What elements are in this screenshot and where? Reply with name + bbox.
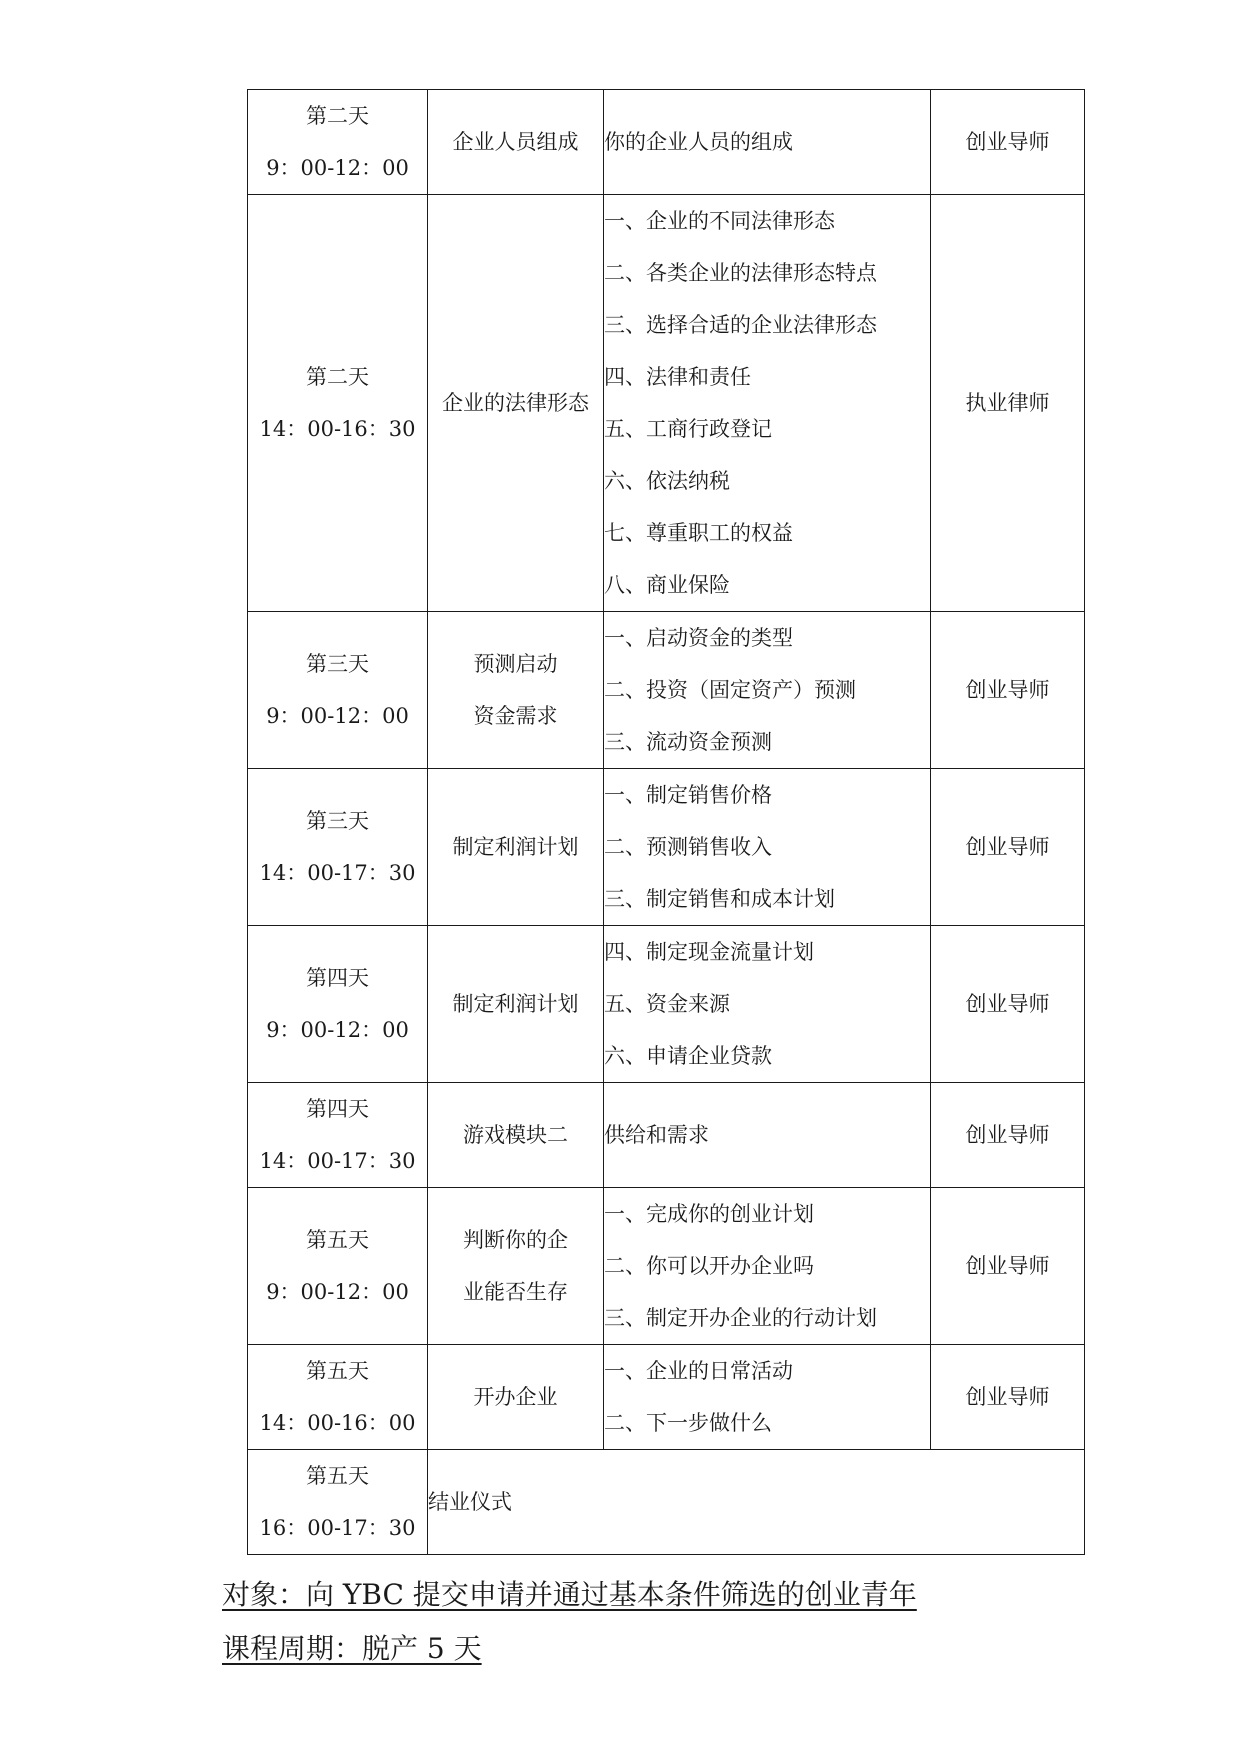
table-row: [248, 1188, 1085, 1345]
session-content-line: 你的企业人员的组成: [604, 130, 793, 154]
session-content-line: 三、制定销售和成本计划: [604, 887, 835, 911]
session-time: [248, 1188, 428, 1345]
session-topic: [428, 1345, 604, 1450]
session-content-line: 二、各类企业的法律形态特点: [604, 261, 877, 285]
session-content-line: 五、资金来源: [604, 992, 730, 1016]
table-row: [248, 90, 1085, 195]
session-time: [248, 195, 428, 612]
session-content-line: 五、工商行政登记: [604, 417, 772, 441]
session-time: [248, 1345, 428, 1450]
session-content-line: 供给和需求: [604, 1123, 709, 1147]
session-content: [604, 1345, 931, 1450]
table-row: [248, 1083, 1085, 1188]
closing-row: [248, 1450, 1085, 1555]
table-row: [248, 612, 1085, 769]
session-teacher: 创业导师: [931, 926, 1085, 1083]
session-content: [604, 1083, 931, 1188]
session-content: [604, 926, 931, 1083]
session-teacher: 创业导师: [931, 90, 1085, 195]
session-time: [248, 1450, 428, 1555]
session-content-line: 六、申请企业贷款: [604, 1044, 772, 1068]
session-content-line: 四、法律和责任: [604, 365, 751, 389]
session-content-line: 一、企业的不同法律形态: [604, 209, 835, 233]
session-topic-line: 企业的法律形态: [442, 391, 589, 415]
session-topic-line: 判断你的企: [463, 1228, 568, 1252]
session-topic-line: 资金需求: [473, 704, 558, 728]
session-content: [604, 195, 931, 612]
session-time-line: 第五天: [306, 1464, 369, 1488]
course-duration: 课程周期：脱产 5 天: [222, 1632, 482, 1665]
session-teacher: 创业导师: [931, 612, 1085, 769]
session-time-line: 第二天: [306, 365, 369, 389]
session-content-line: 一、企业的日常活动: [604, 1359, 793, 1383]
session-time-line: 16：00-17：30: [259, 1516, 416, 1540]
session-time: [248, 612, 428, 769]
session-time-line: 9：00-12：00: [266, 156, 409, 180]
session-time-line: 第四天: [306, 1097, 369, 1121]
session-teacher: 创业导师: [931, 1083, 1085, 1188]
session-teacher: 创业导师: [931, 769, 1085, 926]
session-topic: [428, 926, 604, 1083]
session-content-line: 一、完成你的创业计划: [604, 1202, 814, 1226]
session-content-line: 四、制定现金流量计划: [604, 940, 814, 964]
session-time-line: 14：00-16：00: [259, 1411, 416, 1435]
session-content-line: 二、预测销售收入: [604, 835, 772, 859]
table-row: [248, 195, 1085, 612]
session-time-line: 9：00-12：00: [266, 1280, 409, 1304]
session-content-line: 二、下一步做什么: [604, 1411, 772, 1435]
session-content-line: 二、你可以开办企业吗: [604, 1254, 814, 1278]
session-topic: [428, 90, 604, 195]
session-content-line: 八、商业保险: [604, 573, 730, 597]
session-time-line: 14：00-17：30: [259, 861, 416, 885]
session-topic-line: 开办企业: [473, 1385, 558, 1409]
session-time-line: 第五天: [306, 1228, 369, 1252]
session-topic-line: 业能否生存: [463, 1280, 568, 1304]
session-topic-line: 企业人员组成: [452, 130, 579, 154]
session-topic: [428, 769, 604, 926]
session-time-line: 14：00-17：30: [259, 1149, 416, 1173]
session-time: [248, 1083, 428, 1188]
table-row: [248, 926, 1085, 1083]
session-topic-line: 制定利润计划: [452, 992, 579, 1016]
session-time: [248, 769, 428, 926]
session-content-line: 七、尊重职工的权益: [604, 521, 793, 545]
session-teacher: 创业导师: [931, 1188, 1085, 1345]
session-time-line: 第三天: [306, 652, 369, 676]
session-teacher: 创业导师: [931, 1345, 1085, 1450]
session-topic: [428, 195, 604, 612]
session-content-line: 二、投资（固定资产）预测: [604, 678, 856, 702]
session-topic: [428, 612, 604, 769]
session-time-line: 9：00-12：00: [266, 704, 409, 728]
session-content: [604, 612, 931, 769]
target-audience: 对象：向 YBC 提交申请并通过基本条件筛选的创业青年: [222, 1578, 917, 1611]
session-content: [604, 769, 931, 926]
session-time: [248, 926, 428, 1083]
session-teacher: 执业律师: [931, 195, 1085, 612]
session-topic: [428, 1083, 604, 1188]
session-topic-line: 制定利润计划: [452, 835, 579, 859]
table-row: [248, 769, 1085, 926]
session-time-line: 第五天: [306, 1359, 369, 1383]
session-time-line: 第四天: [306, 966, 369, 990]
session-time-line: 第三天: [306, 809, 369, 833]
closing-ceremony: 结业仪式: [428, 1450, 1085, 1555]
table-row: [248, 1345, 1085, 1450]
session-content: [604, 90, 931, 195]
schedule-body: [248, 90, 1085, 1555]
session-content: [604, 1188, 931, 1345]
session-content-line: 六、依法纳税: [604, 469, 730, 493]
session-time-line: 9：00-12：00: [266, 1018, 409, 1042]
session-time-line: 第二天: [306, 104, 369, 128]
session-content-line: 三、制定开办企业的行动计划: [604, 1306, 877, 1330]
session-time-line: 14：00-16：30: [259, 417, 416, 441]
session-topic-line: 预测启动: [473, 652, 558, 676]
schedule-table: [247, 89, 1085, 1555]
session-topic: [428, 1188, 604, 1345]
session-content-line: 一、启动资金的类型: [604, 626, 793, 650]
session-time: [248, 90, 428, 195]
session-content-line: 一、制定销售价格: [604, 783, 772, 807]
session-content-line: 三、流动资金预测: [604, 730, 772, 754]
session-content-line: 三、选择合适的企业法律形态: [604, 313, 877, 337]
session-topic-line: 游戏模块二: [463, 1123, 568, 1147]
